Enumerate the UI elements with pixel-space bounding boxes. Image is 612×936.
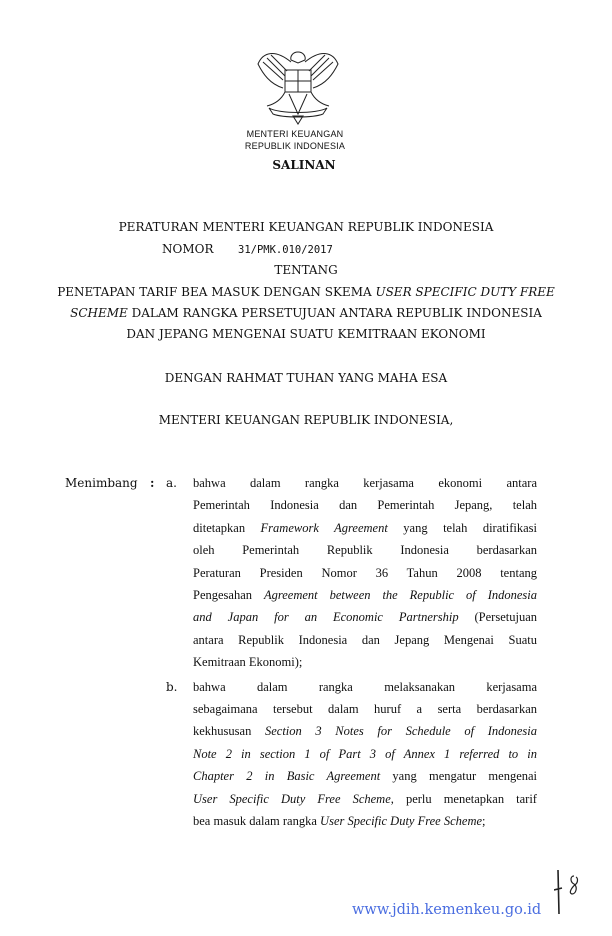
text-run: oleh Pemerintah Republik Indonesia berdasarkan [193, 543, 537, 558]
italic-phrase: Agreement between the Republic of Indonesia [263, 588, 537, 602]
handwritten-initials-icon [554, 868, 584, 918]
clause-line [193, 497, 537, 513]
clause-line [193, 813, 537, 829]
clause-line [193, 542, 537, 558]
garuda-emblem-icon [255, 44, 341, 126]
text-run: , perlu menetapkan tarif [390, 791, 537, 806]
subject-line-3: DAN JEPANG MENGENAI SUATU KEMITRAAN EKONOMI [126, 327, 486, 341]
italic-phrase: User Specific Duty Free Scheme [193, 791, 391, 806]
subject-italic: SCHEME [70, 306, 128, 320]
subject-text: DALAM RANGKA PERSETUJUAN ANTARA REPUBLIK INDONESIA [127, 306, 542, 320]
nomor-label: NOMOR [162, 242, 214, 256]
text-run: Pemerintah Indonesia dan Pemerintah Jepang, telah [193, 498, 537, 513]
text-run: bahwa dalam rangka kerjasama ekonomi antara [193, 476, 537, 490]
salinan-stamp: SALINAN [272, 158, 336, 172]
italic-phrase: Note 2 in section 1 of Part 3 of Annex 1 referred to in [193, 746, 537, 761]
item-marker: b. [166, 679, 178, 694]
text-run: yang telah diratifikasi [387, 520, 537, 535]
subject-italic: USER SPECIFIC DUTY FREE [375, 285, 555, 299]
text-run: ; [482, 814, 486, 828]
text-run: Kemitraan Ekonomi); [193, 655, 303, 670]
menimbang-label: Menimbang [65, 476, 138, 490]
clause-line [193, 746, 537, 762]
clause-line [193, 520, 537, 536]
clause-line [193, 768, 537, 784]
text-run: bahwa dalam rangka melaksanakan kerjasama [193, 679, 537, 694]
tentang-label: TENTANG [274, 263, 338, 277]
italic-phrase: Chapter 2 in Basic Agreement [193, 769, 381, 784]
italic-phrase: User Specific Duty Free Scheme [320, 814, 483, 828]
clause-line [193, 475, 537, 491]
italic-phrase: Section 3 Notes for Schedule of Indonesia [264, 724, 537, 739]
text-run: antara Republik Indonesia dan Jepang Mengenai Suatu [193, 632, 537, 647]
subject-text: PENETAPAN TARIF BEA MASUK DENGAN SKEMA [57, 285, 376, 299]
text-run: Pengesahan [193, 588, 264, 602]
text-run: bea masuk dalam rangka [193, 814, 321, 828]
clause-line [193, 565, 537, 581]
item-marker: a. [166, 476, 177, 490]
clause-line [193, 791, 537, 807]
clause-line [193, 701, 537, 717]
italic-phrase: and Japan for an Economic Partnership [193, 610, 459, 625]
text-run: Peraturan Presiden Nomor 36 Tahun 2008 tentang [193, 565, 537, 580]
clause-line [193, 632, 537, 648]
text-run: ditetapkan [193, 520, 261, 535]
text-run: (Persetujuan [458, 610, 537, 625]
clause-line [193, 723, 537, 739]
clause-line [193, 587, 537, 603]
subject-line-2 [0, 306, 612, 320]
jdih-link[interactable]: www.jdih.kemenkeu.go.id [352, 902, 542, 918]
clause-line [193, 679, 537, 695]
minister-title: MENTERI KEUANGAN REPUBLIK INDONESIA, [158, 413, 454, 427]
blessing: DENGAN RAHMAT TUHAN YANG MAHA ESA [164, 371, 448, 385]
clause-line [193, 654, 537, 670]
regulation-title: PERATURAN MENTERI KEUANGAN REPUBLIK INDONESIA [118, 220, 494, 234]
ministry-line-2: REPUBLIK INDONESIA [244, 141, 346, 151]
ministry-line-1: MENTERI KEUANGAN [246, 129, 344, 139]
menimbang-colon: : [150, 476, 155, 490]
text-run: kekhususan [193, 724, 265, 739]
italic-phrase: Framework Agreement [260, 520, 388, 535]
text-run: yang mengatur mengenai [380, 769, 538, 784]
clause-line [193, 609, 537, 625]
nomor-value: 31/PMK.010/2017 [238, 244, 333, 256]
subject-line-1 [0, 285, 612, 299]
text-run: sebagaimana tersebut dalam huruf a serta berdasarkan [193, 702, 537, 716]
